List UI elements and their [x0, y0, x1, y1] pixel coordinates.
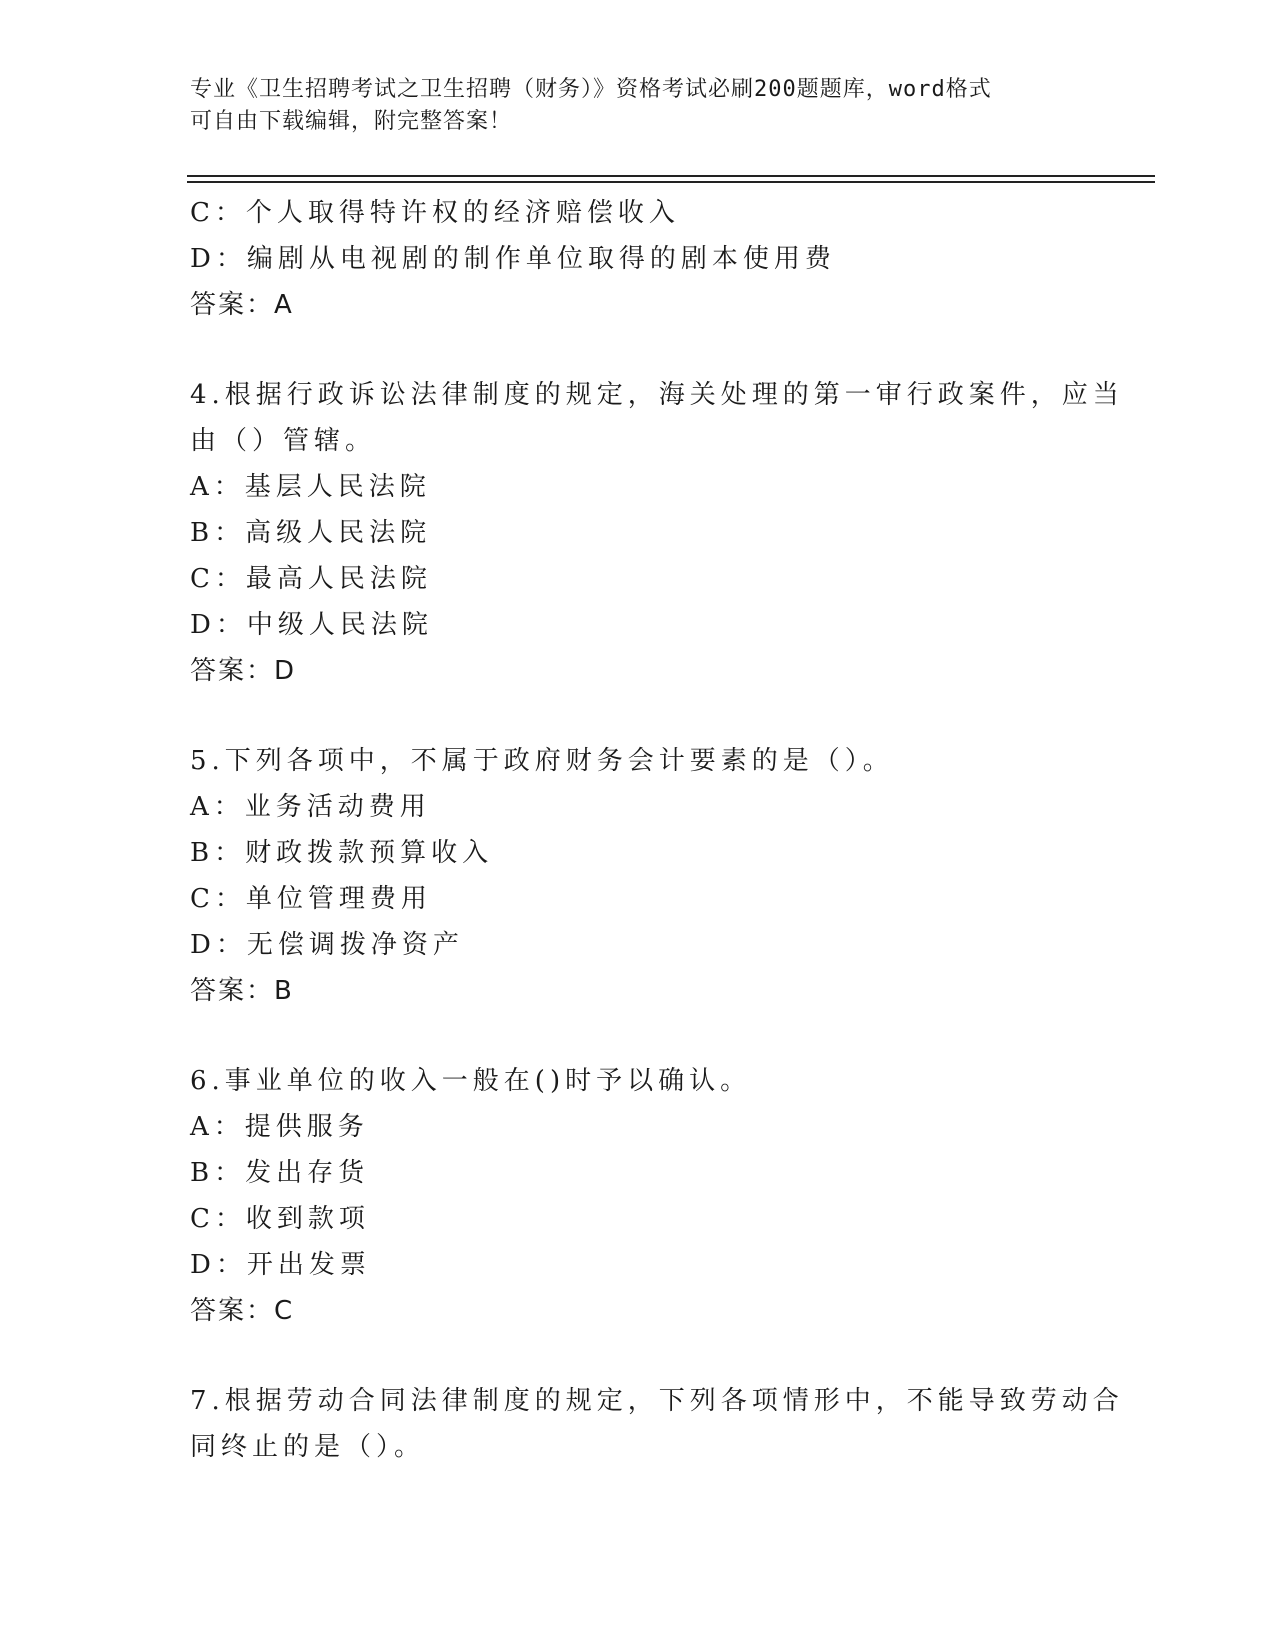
q3-option-c: C：个人取得特许权的经济赔偿收入: [190, 198, 680, 228]
q3-answer: 答案：A: [190, 290, 294, 320]
question-4: [190, 372, 1124, 694]
q5-text-line-1: 5.下列各项中，不属于政府财务会计要素的是（）。: [190, 746, 894, 776]
q5-option-b: B：财政拨款预算收入: [190, 838, 494, 868]
q4-option-a: A：基层人民法院: [190, 472, 431, 502]
spacer: [190, 1334, 1090, 1378]
q5-option-c: C：单位管理费用: [190, 884, 432, 914]
q4-option-b: B：高级人民法院: [190, 518, 432, 548]
header-divider-bottom: [187, 181, 1155, 183]
q6-option-c: C：收到款项: [190, 1204, 370, 1234]
document-header: [190, 74, 1090, 138]
q4-option-c: C：最高人民法院: [190, 564, 432, 594]
q4-text-line-1: 4.根据行政诉讼法律制度的规定，海关处理的第一审行政案件，应当: [190, 380, 1124, 410]
question-5: [190, 738, 1090, 1014]
q5-answer: 答案：B: [190, 976, 294, 1006]
question-6: [190, 1058, 1090, 1334]
q6-option-a: A：提供服务: [190, 1112, 369, 1142]
question-7: [190, 1378, 1124, 1470]
spacer: [190, 694, 1090, 738]
q3-option-d: D：编剧从电视剧的制作单位取得的剧本使用费: [190, 244, 836, 274]
question-3-tail: [190, 190, 1090, 328]
spacer: [190, 328, 1090, 372]
header-divider-top: [187, 175, 1155, 177]
q5-option-a: A：业务活动费用: [190, 792, 431, 822]
q6-answer: 答案：C: [190, 1296, 295, 1326]
q7-text-line-1: 7.根据劳动合同法律制度的规定，下列各项情形中，不能导致劳动合: [190, 1386, 1124, 1416]
spacer: [190, 1014, 1090, 1058]
q4-option-d: D：中级人民法院: [190, 610, 433, 640]
header-line-1: 专业《卫生招聘考试之卫生招聘（财务）》资格考试必刷200题题库，word格式: [190, 77, 992, 102]
q6-option-b: B：发出存货: [190, 1158, 370, 1188]
q7-text-line-2: 同终止的是（）。: [190, 1432, 426, 1462]
q6-option-d: D：开出发票: [190, 1250, 371, 1280]
question-content: [190, 190, 1124, 1470]
q5-option-d: D：无偿调拨净资产: [190, 930, 464, 960]
header-line-2: 可自由下载编辑，附完整答案！: [190, 109, 513, 134]
q4-answer: 答案：D: [190, 656, 297, 686]
q6-text-line-1: 6.事业单位的收入一般在()时予以确认。: [190, 1066, 752, 1096]
q4-text-line-2: 由（）管辖。: [190, 426, 377, 456]
